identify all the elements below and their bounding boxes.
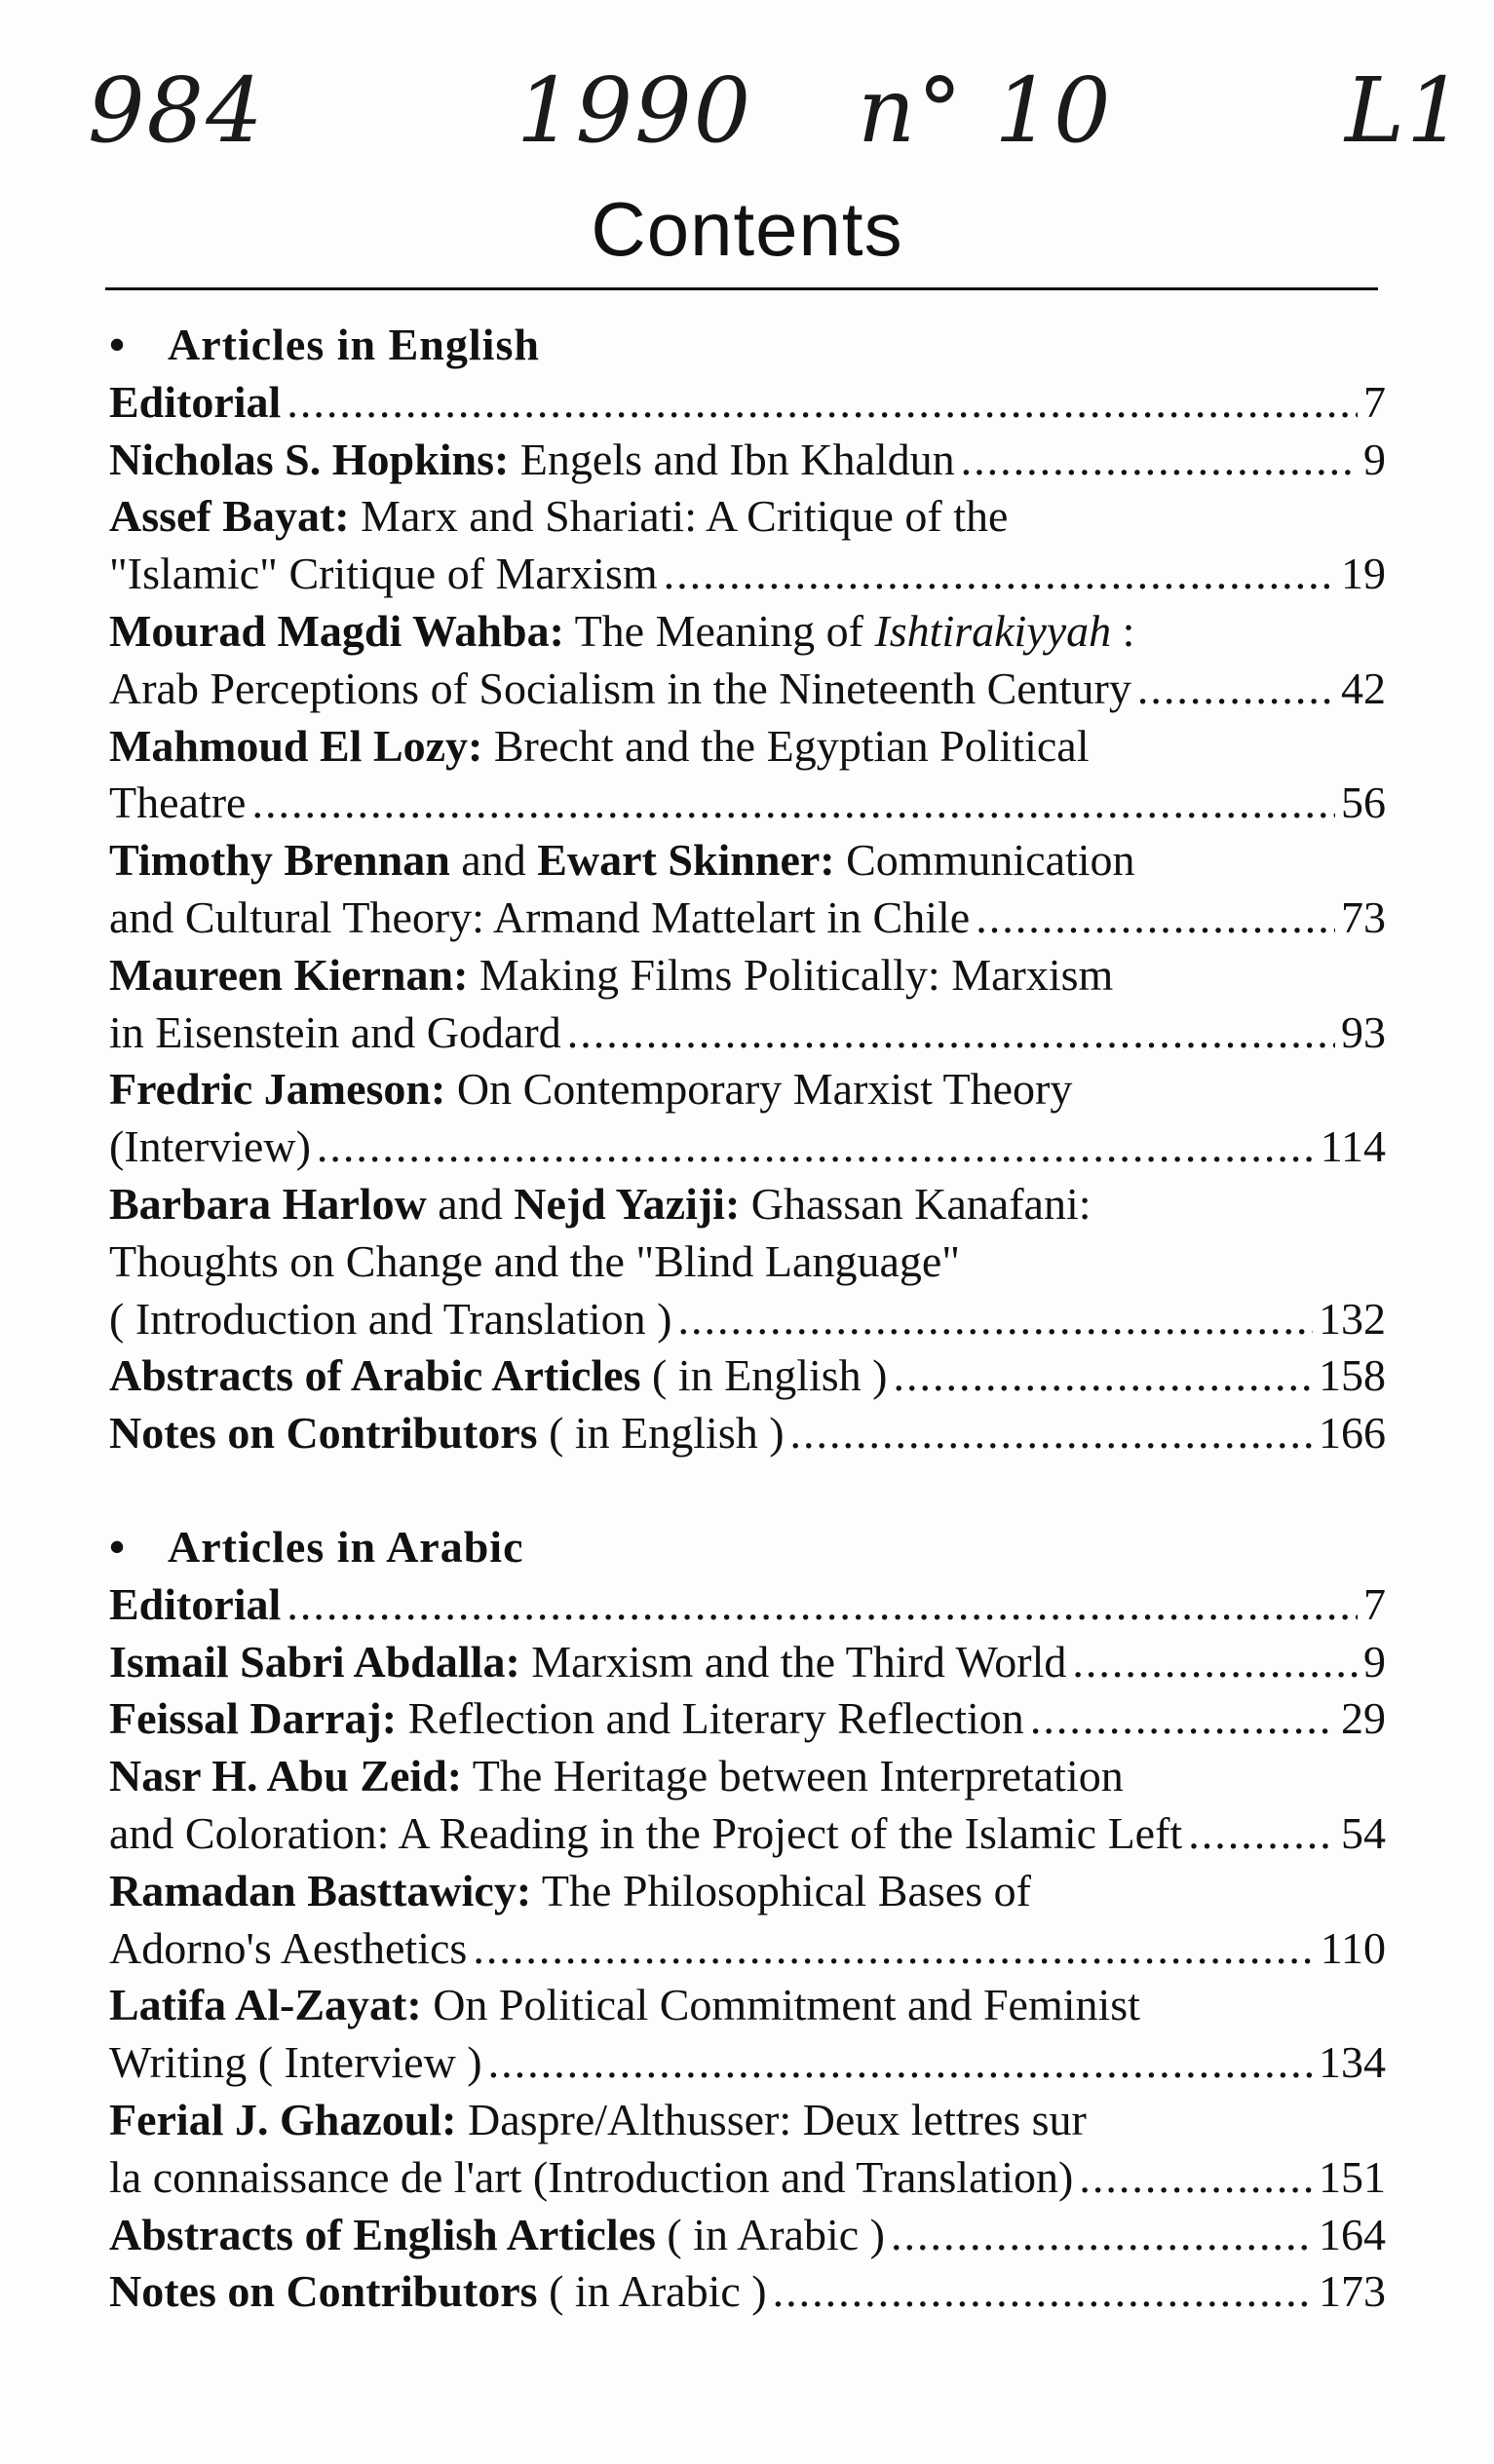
toc-entry-line: [109, 546, 1386, 603]
article-title: Thoughts on Change and the "Blind Language": [109, 1235, 961, 1286]
page-number: 110: [1320, 1922, 1386, 1973]
toc-entry-line: [109, 2092, 1386, 2149]
toc-entry: [109, 1634, 1386, 1691]
toc-entry-line: [109, 488, 1386, 546]
author-conjunction: and: [426, 1178, 515, 1229]
article-title: Communication: [834, 835, 1135, 886]
english-entries: [109, 374, 1386, 1462]
toc-entry-line: [109, 603, 1386, 661]
toc-entry-line: [109, 661, 1386, 718]
article-title: (Interview): [109, 1121, 311, 1172]
toc-entry: [109, 1690, 1386, 1748]
toc-entry-line: [109, 2263, 1386, 2321]
entry-title: [109, 1405, 785, 1462]
entry-title: [109, 432, 955, 489]
entry-title: [109, 1576, 281, 1634]
page-number: 132: [1319, 1293, 1386, 1344]
article-title: Marxism and the Third World: [519, 1636, 1067, 1687]
toc-entry: [109, 603, 1386, 718]
bullet-icon: •: [109, 1521, 127, 1572]
author-name: Timothy Brennan: [109, 835, 450, 886]
dot-leader: [473, 1920, 1314, 1978]
author-name: Latifa Al-Zayat:: [109, 1980, 422, 2030]
table-of-contents: [109, 317, 1386, 2321]
toc-entry-line: [109, 947, 1386, 1005]
toc-entry-line: [109, 432, 1386, 489]
page-number: 134: [1319, 2037, 1386, 2088]
toc-entry-line: [109, 2149, 1386, 2207]
toc-entry-line: [109, 1977, 1386, 2034]
toc-entry-line: [109, 1005, 1386, 1062]
author-name: Assef Bayat:: [109, 491, 350, 542]
toc-entry: [109, 1176, 1386, 1347]
article-title: in Eisenstein and Godard: [109, 1006, 561, 1057]
page-number: 56: [1341, 777, 1386, 828]
toc-entry-line: [109, 832, 1386, 890]
article-title: Ghassan Kanafani:: [740, 1178, 1092, 1229]
toc-entry-line: [109, 2034, 1386, 2092]
author-name: Nejd Yaziji:: [514, 1178, 741, 1229]
entry-heading: Abstracts of English Articles: [109, 2209, 656, 2259]
page-number: 7: [1363, 376, 1386, 427]
toc-entry-line: [109, 1291, 1386, 1348]
article-title: The Philosophical Bases of: [531, 1865, 1031, 1915]
dot-leader: [287, 374, 1358, 432]
toc-entry-line: [109, 1748, 1386, 1805]
section-heading-english: • Articles in English: [109, 317, 1386, 374]
title-rule: [105, 287, 1378, 290]
toc-entry: [109, 374, 1386, 432]
toc-entry-line: [109, 374, 1386, 432]
toc-entry-line: [109, 1061, 1386, 1118]
toc-entry-line: [109, 1176, 1386, 1233]
dot-leader: [678, 1291, 1314, 1348]
page-number: 42: [1341, 663, 1386, 713]
article-title: Reflection and Literary Reflection: [397, 1693, 1024, 1744]
entry-heading: Editorial: [109, 376, 282, 427]
article-title: Daspre/Althusser: Deux lettres sur: [456, 2094, 1087, 2144]
toc-entry: [109, 2263, 1386, 2321]
entry-suffix: ( in Arabic ): [537, 2266, 767, 2317]
entry-suffix: ( in Arabic ): [655, 2209, 885, 2259]
author-name: Ismail Sabri Abdalla:: [109, 1636, 520, 1687]
handwritten-annotation: [58, 58, 1466, 185]
toc-entry: [109, 488, 1386, 603]
toc-entry: [109, 1576, 1386, 1634]
article-title: la connaissance de l'art (Introduction and Translation): [109, 2151, 1074, 2202]
toc-entry: [109, 1405, 1386, 1462]
toc-entry-line: [109, 1233, 1386, 1291]
page-number: 158: [1319, 1350, 1386, 1401]
page-number: 166: [1319, 1408, 1386, 1459]
page-number: 93: [1341, 1006, 1386, 1057]
toc-entry: [109, 1061, 1386, 1176]
dot-leader: [893, 1347, 1313, 1405]
author-name: Barbara Harlow: [109, 1178, 427, 1229]
dot-leader: [891, 2207, 1313, 2264]
toc-entry-line: [109, 890, 1386, 947]
dot-leader: [488, 2034, 1313, 2092]
author-name: Nasr H. Abu Zeid:: [109, 1751, 463, 1801]
page-number: 9: [1363, 434, 1386, 484]
handwritten-catalog-number: 984: [88, 58, 265, 163]
arabic-entries: [109, 1576, 1386, 2321]
toc-entry: [109, 432, 1386, 489]
handwritten-mark: L1: [1345, 58, 1466, 163]
article-title: On Contemporary Marxist Theory: [445, 1064, 1073, 1115]
section-heading-arabic: • Articles in Arabic: [109, 1519, 1386, 1576]
handwritten-issue-number: n° 10: [858, 58, 1113, 163]
dot-leader: [664, 546, 1335, 603]
toc-entry: [109, 832, 1386, 947]
toc-entry-line: [109, 1805, 1386, 1863]
entry-suffix: ( in English ): [640, 1350, 888, 1401]
toc-entry-line: [109, 2207, 1386, 2264]
entry-heading: Notes on Contributors: [109, 1408, 538, 1459]
dot-leader: [790, 1405, 1313, 1462]
article-title: and Coloration: A Reading in the Project of the Islamic Left: [109, 1807, 1183, 1858]
dot-leader: [976, 890, 1335, 947]
dot-leader: [1188, 1805, 1335, 1863]
entry-title: [109, 2263, 767, 2321]
page-title: Contents: [591, 186, 903, 272]
entry-title: [109, 1347, 887, 1405]
section-gap: [109, 1462, 1386, 1519]
toc-entry-line: [109, 1405, 1386, 1462]
entry-heading: Editorial: [109, 1578, 282, 1629]
toc-entry-line: [109, 1863, 1386, 1920]
toc-entry-line: [109, 1118, 1386, 1176]
toc-entry: [109, 1863, 1386, 1978]
article-title: and Cultural Theory: Armand Mattelart in Chile: [109, 891, 971, 942]
entry-title: [109, 374, 281, 432]
page-number: 9: [1363, 1636, 1386, 1687]
toc-entry: [109, 718, 1386, 833]
article-title: Arab Perceptions of Socialism in the Nineteenth Century: [109, 663, 1131, 713]
dot-leader: [251, 775, 1335, 832]
entry-heading: Notes on Contributors: [109, 2266, 538, 2317]
dot-leader: [773, 2263, 1313, 2321]
dot-leader: [1137, 661, 1335, 718]
author-name: Ewart Skinner:: [537, 835, 835, 886]
toc-entry-line: [109, 1347, 1386, 1405]
toc-entry: [109, 947, 1386, 1062]
toc-entry: [109, 1748, 1386, 1863]
entry-title: [109, 2207, 885, 2264]
page-number: 151: [1319, 2151, 1386, 2202]
toc-entry: [109, 1347, 1386, 1405]
article-title: Theatre: [109, 777, 247, 828]
toc-entry: [109, 1977, 1386, 2092]
italic-term: Ishtirakiyyah: [874, 605, 1112, 656]
article-title: The Meaning of Ishtirakiyyah :: [563, 605, 1135, 656]
article-title: The Heritage between Interpretation: [462, 1751, 1124, 1801]
author-conjunction: and: [449, 835, 538, 886]
article-title: Adorno's Aesthetics: [109, 1922, 468, 1973]
toc-entry-line: [109, 1920, 1386, 1978]
entry-title: [109, 1634, 1066, 1691]
bullet-icon: •: [109, 320, 127, 369]
entry-heading: Abstracts of Arabic Articles: [109, 1350, 641, 1401]
author-name: Fredric Jameson:: [109, 1064, 446, 1115]
article-title: Marx and Shariati: A Critique of the: [349, 491, 1009, 542]
toc-entry-line: [109, 1634, 1386, 1691]
dot-leader: [287, 1576, 1358, 1634]
article-title: "Islamic" Critique of Marxism: [109, 549, 658, 599]
dot-leader: [1079, 2149, 1313, 2207]
page-number: 19: [1341, 549, 1386, 599]
article-title: Engels and Ibn Khaldun: [509, 434, 955, 484]
author-name: Ramadan Basttawicy:: [109, 1865, 532, 1915]
toc-entry: [109, 2207, 1386, 2264]
author-name: Feissal Darraj:: [109, 1693, 398, 1744]
dot-leader: [317, 1118, 1315, 1176]
page-number: 73: [1341, 891, 1386, 942]
author-name: Mourad Magdi Wahba:: [109, 605, 564, 656]
toc-entry: [109, 2092, 1386, 2207]
author-name: Ferial J. Ghazoul:: [109, 2094, 457, 2144]
dot-leader: [1072, 1634, 1358, 1691]
page-number: 54: [1341, 1807, 1386, 1858]
entry-suffix: ( in English ): [537, 1408, 785, 1459]
article-title: Writing ( Interview ): [109, 2037, 482, 2088]
author-name: Nicholas S. Hopkins:: [109, 434, 510, 484]
page-number: 7: [1363, 1578, 1386, 1629]
entry-title: [109, 1690, 1024, 1748]
toc-entry-line: [109, 1690, 1386, 1748]
page-number: 173: [1319, 2266, 1386, 2317]
author-name: Mahmoud El Lozy:: [109, 720, 483, 771]
page-number: 164: [1319, 2209, 1386, 2259]
toc-entry-line: [109, 775, 1386, 832]
dot-leader: [567, 1005, 1335, 1062]
article-title: On Political Commitment and Feminist: [421, 1980, 1140, 2030]
dot-leader: [1030, 1690, 1335, 1748]
page-number: 114: [1320, 1121, 1386, 1172]
dot-leader: [961, 432, 1358, 489]
author-name: Maureen Kiernan:: [109, 949, 469, 1000]
toc-entry-line: [109, 718, 1386, 776]
article-title: Making Films Politically: Marxism: [468, 949, 1114, 1000]
handwritten-year: 1990: [517, 58, 753, 163]
article-title: ( Introduction and Translation ): [109, 1293, 672, 1344]
article-title: Brecht and the Egyptian Political: [482, 720, 1090, 771]
toc-entry-line: [109, 1576, 1386, 1634]
page-number: 29: [1341, 1693, 1386, 1744]
